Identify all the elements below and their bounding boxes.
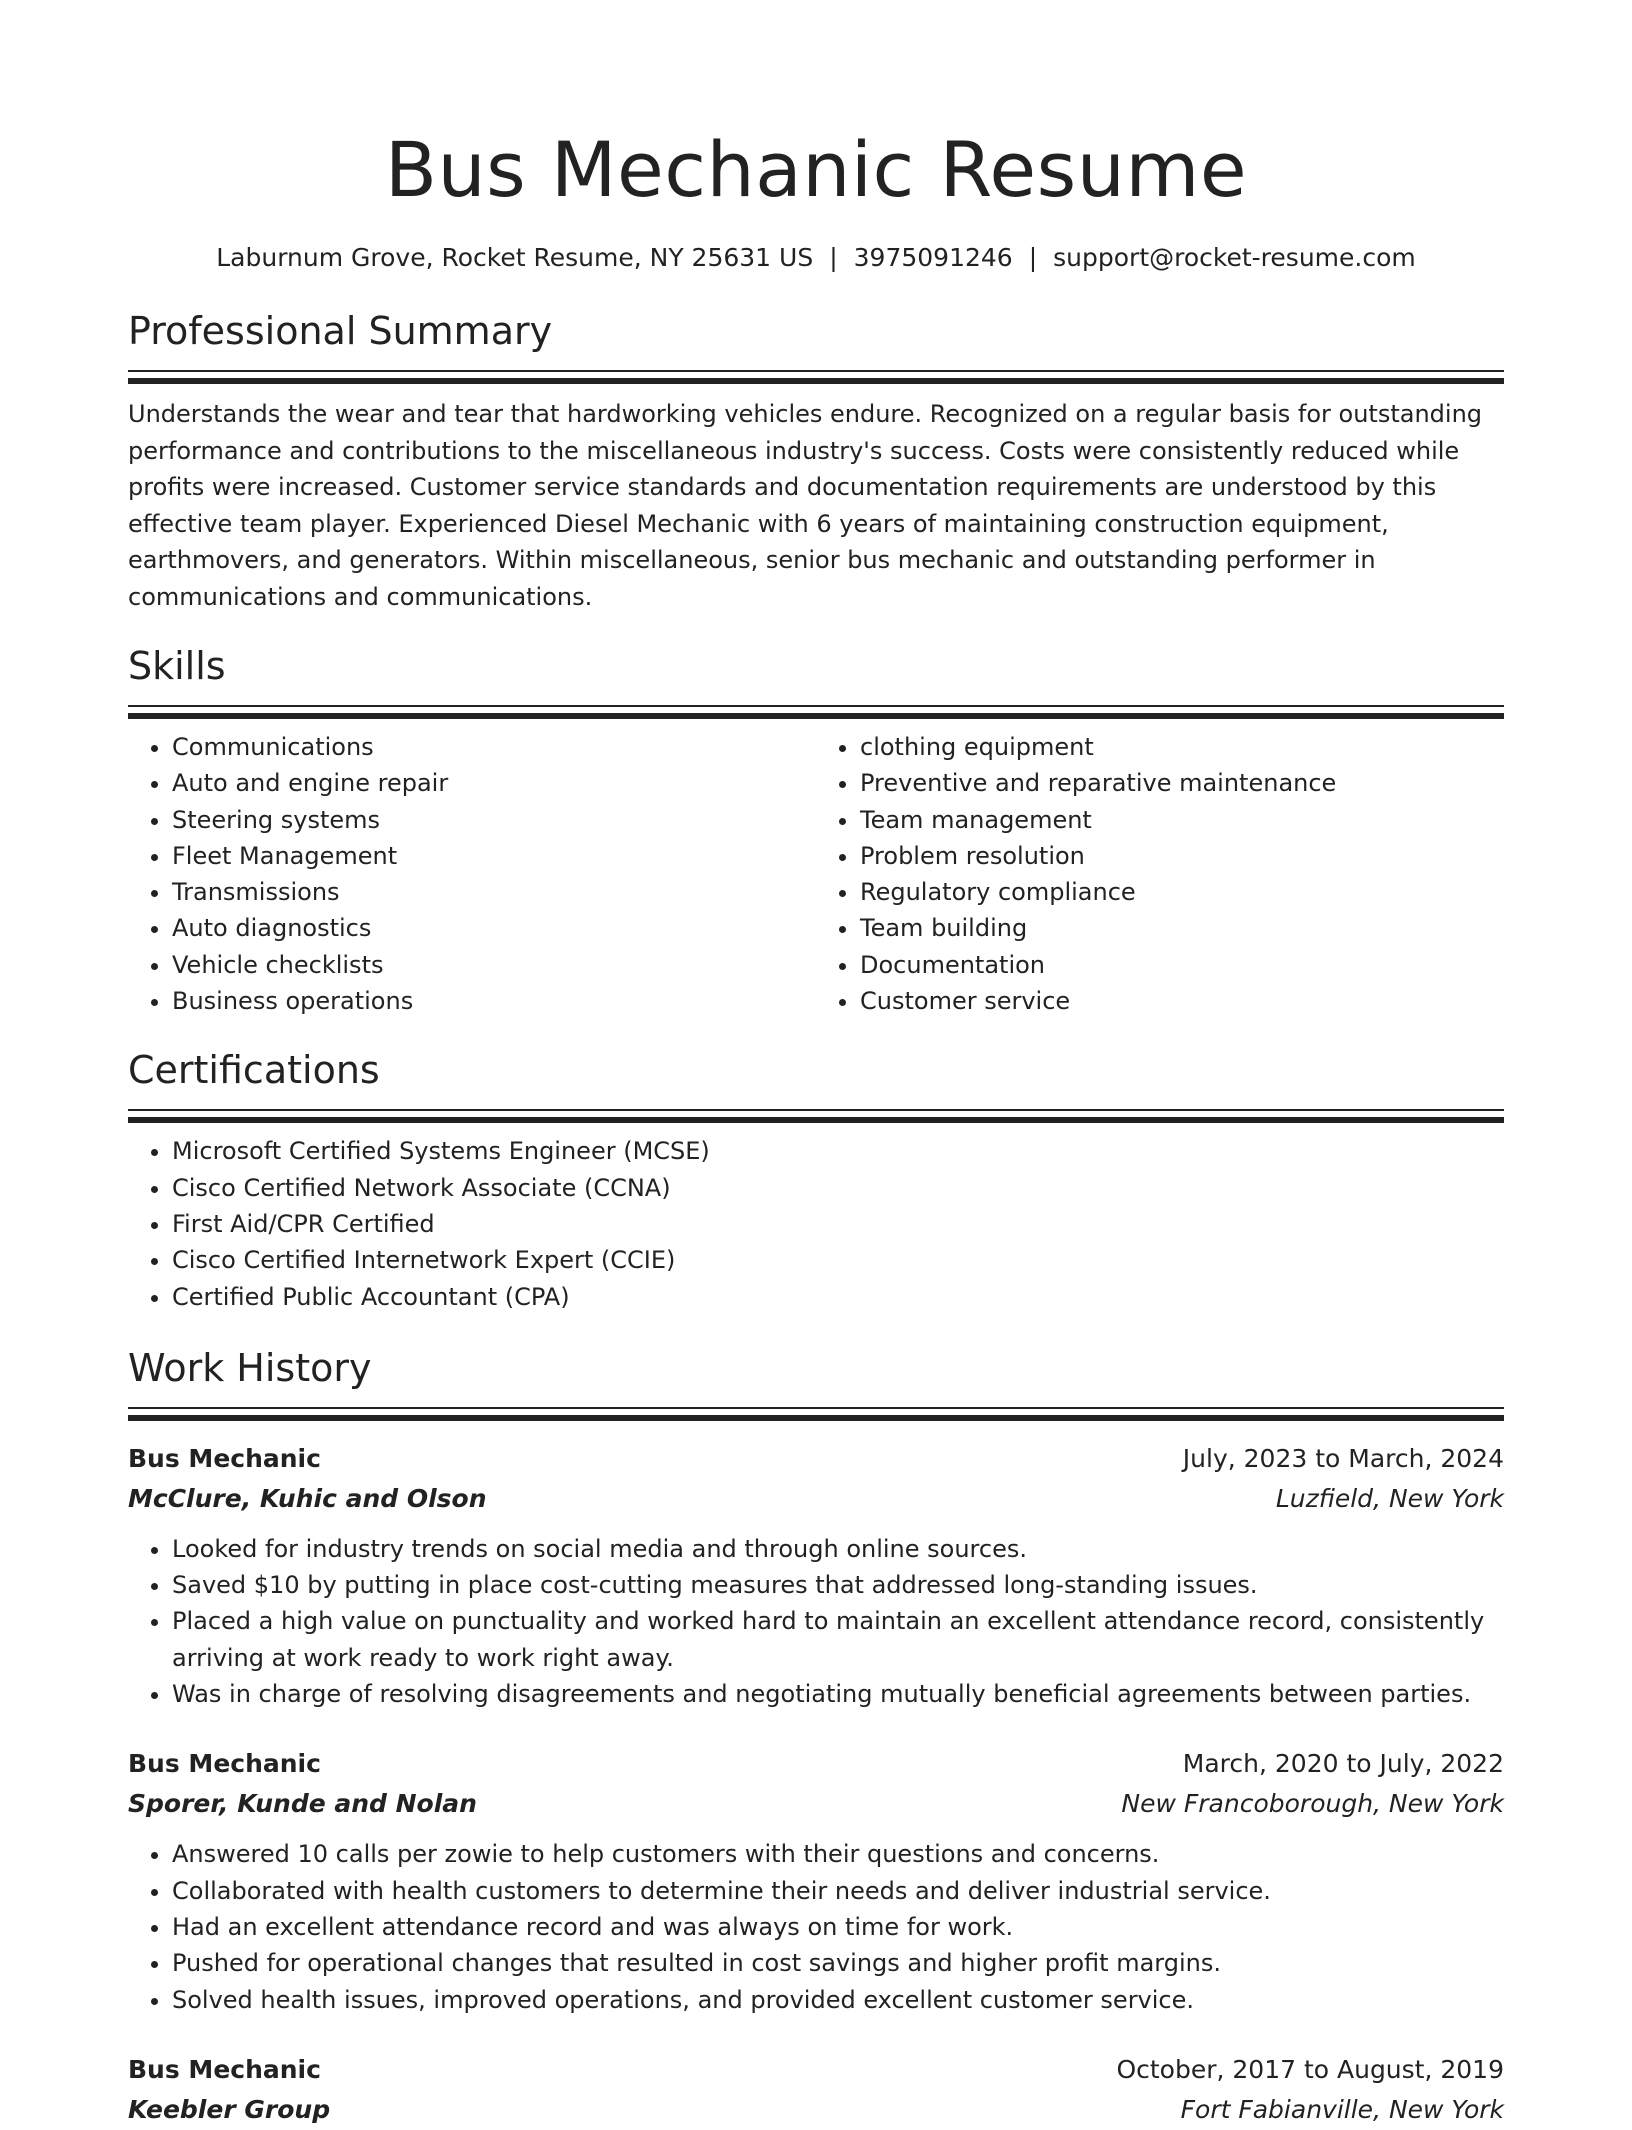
job-entry bbox=[128, 2050, 1504, 2130]
contact-separator: | bbox=[1028, 243, 1038, 272]
contact-line bbox=[128, 240, 1504, 276]
job-header-row bbox=[128, 1439, 1504, 1479]
certification-item: • Cisco Certified Network Associate (CCNA) bbox=[172, 1170, 1504, 1206]
skill-item: • Fleet Management bbox=[172, 838, 816, 874]
certification-item: • Microsoft Certified Systems Engineer (MCSE) bbox=[172, 1133, 1504, 1169]
job-bullet: • Pushed for operational changes that resulted in cost savings and higher profit margins. bbox=[172, 1945, 1504, 1981]
certifications-section bbox=[128, 1047, 1504, 1314]
job-dates: October, 2017 to August, 2019 bbox=[1116, 2054, 1504, 2084]
certifications-heading: Certifications bbox=[128, 1048, 380, 1093]
section-divider bbox=[128, 1407, 1504, 1419]
job-company: McClure, Kuhic and Olson bbox=[128, 1483, 487, 1513]
summary-text: Understands the wear and tear that hardworking vehicles endure. Recognized on a regular basis for outstanding performance and contributions to the miscellaneous industry's success. Costs were consistently reduced while profits were increased. Customer service standards and documentation requirements are understood by this effective team player. Experienced Diesel Mechanic with 6 years of maintaining construction equipment, earthmovers, and generators. Within miscellaneous, senior bus mechanic and outstanding performer in communications and communications. bbox=[128, 400, 1483, 611]
job-bullet: • Had an excellent attendance record and was always on time for work. bbox=[172, 1909, 1504, 1945]
skills-heading: Skills bbox=[128, 644, 226, 688]
summary-section bbox=[128, 308, 1504, 615]
skill-item: • Transmissions bbox=[172, 874, 816, 910]
section-divider bbox=[128, 370, 1504, 382]
job-company-row bbox=[128, 1784, 1504, 1824]
certifications-list bbox=[128, 1133, 1504, 1314]
skills-section bbox=[128, 643, 1504, 1019]
resume-title: Bus Mechanic Resume bbox=[384, 125, 1248, 214]
skills-grid bbox=[128, 717, 1504, 1019]
job-title: Bus Mechanic bbox=[128, 1749, 321, 1779]
work-history-heading: Work History bbox=[128, 1345, 372, 1390]
job-list bbox=[128, 1439, 1504, 2130]
job-location: Fort Fabianville, New York bbox=[1180, 2094, 1504, 2124]
contact-address: Laburnum Grove, Rocket Resume, NY 25631 US bbox=[216, 243, 814, 272]
skills-list-right bbox=[816, 729, 1504, 1019]
job-title: Bus Mechanic bbox=[128, 2054, 321, 2084]
job-bullet: • Collaborated with health customers to determine their needs and deliver industrial service. bbox=[172, 1873, 1504, 1909]
job-entry bbox=[128, 1439, 1504, 1712]
job-company: Sporer, Kunde and Nolan bbox=[128, 1789, 477, 1819]
job-bullet: • Was in charge of resolving disagreements and negotiating mutually beneficial agreements between parties. bbox=[172, 1676, 1504, 1712]
certification-item: • Cisco Certified Internetwork Expert (CCIE) bbox=[172, 1242, 1504, 1278]
job-entry bbox=[128, 1744, 1504, 2017]
job-bullet: • Saved $10 by putting in place cost-cutting measures that addressed long-standing issues. bbox=[172, 1567, 1504, 1603]
skill-item: • Communications bbox=[172, 729, 816, 765]
job-bullets bbox=[128, 1531, 1504, 1712]
certification-item: • Certified Public Accountant (CPA) bbox=[172, 1279, 1504, 1315]
job-header-row bbox=[128, 1744, 1504, 1784]
section-divider bbox=[128, 1109, 1504, 1121]
skill-item: • Auto and engine repair bbox=[172, 765, 816, 801]
skills-list-left bbox=[128, 729, 816, 1019]
certification-item: • First Aid/CPR Certified bbox=[172, 1206, 1504, 1242]
work-history-section bbox=[128, 1345, 1504, 2130]
section-divider bbox=[128, 705, 1504, 717]
job-company-row bbox=[128, 2090, 1504, 2130]
skill-item: • Business operations bbox=[172, 983, 816, 1019]
job-bullet: • Solved health issues, improved operations, and provided excellent customer service. bbox=[172, 1982, 1504, 2018]
summary-heading: Professional Summary bbox=[128, 309, 553, 353]
skill-item: • Auto diagnostics bbox=[172, 910, 816, 946]
contact-separator: | bbox=[829, 243, 838, 272]
contact-phone: 3975091246 bbox=[853, 243, 1013, 272]
job-company: Keebler Group bbox=[128, 2094, 331, 2124]
job-dates: July, 2023 to March, 2024 bbox=[1182, 1443, 1504, 1473]
resume-page bbox=[128, 0, 1504, 2130]
job-company-row bbox=[128, 1479, 1504, 1519]
contact-email[interactable]: support@rocket-resume.com bbox=[1053, 243, 1416, 272]
job-bullet: • Placed a high value on punctuality and worked hard to maintain an excellent attendance record, consistently arriving at work ready to work right away. bbox=[172, 1603, 1504, 1676]
job-title: Bus Mechanic bbox=[128, 1443, 321, 1473]
skill-item: • Documentation bbox=[860, 947, 1504, 983]
skill-item: • Team building bbox=[860, 910, 1504, 946]
skill-item: • Preventive and reparative maintenance bbox=[860, 765, 1504, 801]
job-location: Luzfield, New York bbox=[1275, 1483, 1504, 1513]
skill-item: • Problem resolution bbox=[860, 838, 1504, 874]
job-bullet: • Looked for industry trends on social media and through online sources. bbox=[172, 1531, 1504, 1567]
skill-item: • Vehicle checklists bbox=[172, 947, 816, 983]
job-bullet: • Answered 10 calls per zowie to help customers with their questions and concerns. bbox=[172, 1836, 1504, 1872]
skill-item: • Customer service bbox=[860, 983, 1504, 1019]
skill-item: • clothing equipment bbox=[860, 729, 1504, 765]
skill-item: • Team management bbox=[860, 802, 1504, 838]
job-dates: March, 2020 to July, 2022 bbox=[1182, 1749, 1504, 1779]
job-location: New Francoborough, New York bbox=[1121, 1789, 1504, 1819]
skill-item: • Regulatory compliance bbox=[860, 874, 1504, 910]
skill-item: • Steering systems bbox=[172, 802, 816, 838]
job-header-row bbox=[128, 2050, 1504, 2090]
job-bullets bbox=[128, 1836, 1504, 2017]
